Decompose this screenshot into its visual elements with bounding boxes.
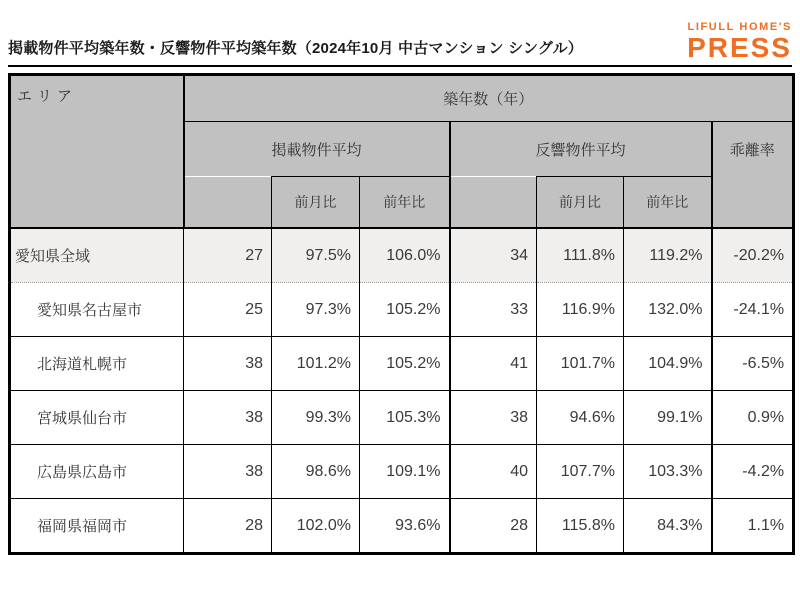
- listed-mom-cell: 98.6%: [272, 445, 360, 499]
- header-cell-listed-yoy: 前年比: [360, 177, 450, 229]
- listed-avg-cell: 38: [184, 445, 272, 499]
- listed-avg-cell: 27: [184, 228, 272, 283]
- deviation-cell: -20.2%: [712, 228, 794, 283]
- response-yoy-cell: 84.3%: [624, 499, 712, 554]
- table-row-sapporo: [10, 337, 794, 391]
- table-row-sendai: [10, 391, 794, 445]
- header-cell-blank-deviation: [712, 177, 794, 229]
- response-avg-cell: 38: [450, 391, 537, 445]
- response-yoy-cell: 132.0%: [624, 283, 712, 337]
- logo-lifull-homes-text: LIFULL HOME'S: [687, 21, 792, 33]
- header-cell-age-group: 築年数（年）: [184, 75, 794, 122]
- response-avg-cell: 40: [450, 445, 537, 499]
- property-age-table: [8, 73, 795, 555]
- response-avg-cell: 28: [450, 499, 537, 554]
- area-cell: 宮城県仙台市: [10, 391, 184, 445]
- table-row-hiroshima: [10, 445, 794, 499]
- response-avg-cell: 33: [450, 283, 537, 337]
- response-mom-cell: 107.7%: [537, 445, 624, 499]
- listed-yoy-cell: 105.2%: [360, 283, 450, 337]
- header-cell-listed-avg: 掲載物件平均: [184, 122, 450, 177]
- header-cell-response-mom: 前月比: [537, 177, 624, 229]
- listed-avg-cell: 38: [184, 337, 272, 391]
- deviation-cell: 0.9%: [712, 391, 794, 445]
- response-mom-cell: 101.7%: [537, 337, 624, 391]
- deviation-cell: 1.1%: [712, 499, 794, 554]
- response-yoy-cell: 104.9%: [624, 337, 712, 391]
- listed-avg-cell: 25: [184, 283, 272, 337]
- response-mom-cell: 116.9%: [537, 283, 624, 337]
- listed-avg-cell: 28: [184, 499, 272, 554]
- header-cell-deviation: 乖離率: [712, 122, 794, 177]
- listed-mom-cell: 97.5%: [272, 228, 360, 283]
- listed-yoy-cell: 105.2%: [360, 337, 450, 391]
- logo-press-text: PRESS: [687, 32, 792, 63]
- response-mom-cell: 94.6%: [537, 391, 624, 445]
- table-row-nagoya: [10, 283, 794, 337]
- lifull-homes-press-logo: [687, 22, 792, 65]
- listed-avg-cell: 38: [184, 391, 272, 445]
- listed-mom-cell: 101.2%: [272, 337, 360, 391]
- response-yoy-cell: 119.2%: [624, 228, 712, 283]
- header-cell-listed-mom: 前月比: [272, 177, 360, 229]
- response-mom-cell: 111.8%: [537, 228, 624, 283]
- listed-mom-cell: 97.3%: [272, 283, 360, 337]
- table-row-aichi-zen: [10, 228, 794, 283]
- listed-yoy-cell: 109.1%: [360, 445, 450, 499]
- area-cell: 広島県広島市: [10, 445, 184, 499]
- area-cell: 愛知県全域: [10, 228, 184, 283]
- response-avg-cell: 34: [450, 228, 537, 283]
- response-yoy-cell: 103.3%: [624, 445, 712, 499]
- header-cell-blank-listed: [184, 177, 272, 229]
- area-cell: 愛知県名古屋市: [10, 283, 184, 337]
- listed-mom-cell: 102.0%: [272, 499, 360, 554]
- table-row-fukuoka: [10, 499, 794, 554]
- response-avg-cell: 41: [450, 337, 537, 391]
- listed-mom-cell: 99.3%: [272, 391, 360, 445]
- listed-yoy-cell: 93.6%: [360, 499, 450, 554]
- deviation-cell: -4.2%: [712, 445, 794, 499]
- listed-yoy-cell: 106.0%: [360, 228, 450, 283]
- page-title: 掲載物件平均築年数・反響物件平均築年数（2024年10月 中古マンション シングル）: [8, 40, 583, 57]
- response-yoy-cell: 99.1%: [624, 391, 712, 445]
- header-cell-blank-response: [450, 177, 537, 229]
- response-mom-cell: 115.8%: [537, 499, 624, 554]
- header-cell-area: エリア: [10, 75, 184, 229]
- header-cell-response-yoy: 前年比: [624, 177, 712, 229]
- deviation-cell: -6.5%: [712, 337, 794, 391]
- area-cell: 福岡県福岡市: [10, 499, 184, 554]
- header-row-1: [10, 75, 794, 122]
- header-cell-response-avg: 反響物件平均: [450, 122, 712, 177]
- title-divider: [8, 65, 792, 67]
- deviation-cell: -24.1%: [712, 283, 794, 337]
- page-header: [8, 0, 792, 65]
- listed-yoy-cell: 105.3%: [360, 391, 450, 445]
- area-cell: 北海道札幌市: [10, 337, 184, 391]
